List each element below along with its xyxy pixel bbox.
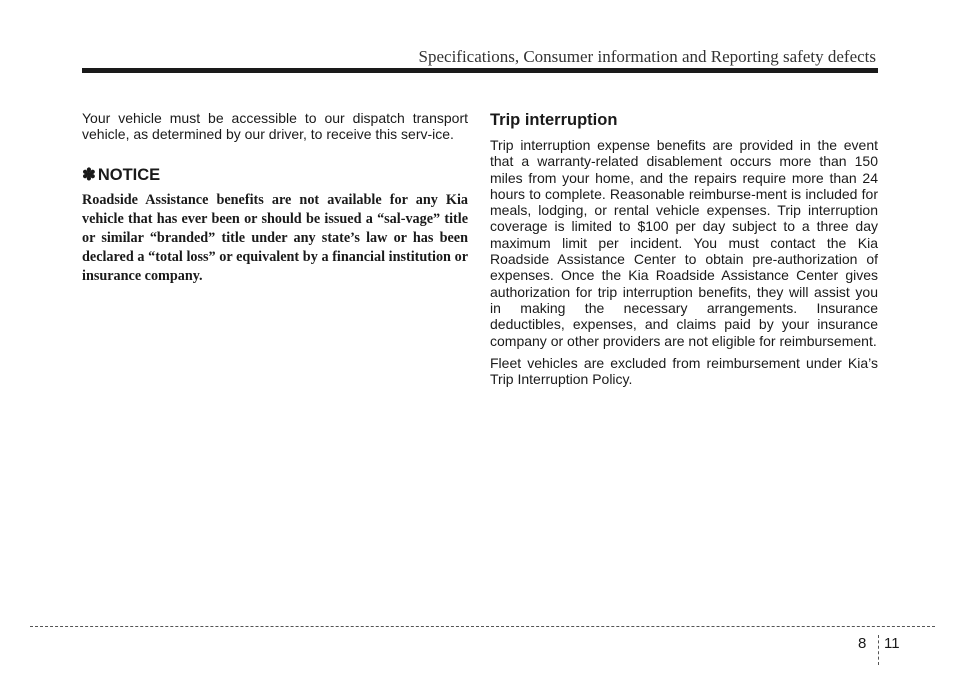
right-column xyxy=(490,110,878,387)
page-header-title: Specifications, Consumer information and Reporting safety defects xyxy=(418,47,876,66)
header-rule xyxy=(82,68,878,73)
notice-heading xyxy=(82,165,468,185)
page-number: 11 xyxy=(884,635,900,652)
section-heading: Trip interruption xyxy=(490,111,618,129)
notice-heading-label: NOTICE xyxy=(97,165,161,184)
page-section-number: 8 xyxy=(858,635,867,652)
accessibility-paragraph: Your vehicle must be accessible to our dispatch transport vehicle, as determined by our driver, to receive this serv-ice. xyxy=(82,110,468,143)
trip-paragraph-1: Trip interruption expense benefits are provided in the event that a warranty-related disablement occurs more than 150 miles from your home, and the repairs require more than 24 hours to complete. Reasonable reimburse-ment is included for meals, lodging, or rental vehicle expenses. Trip interruption coverage is limited to $100 per day subject to a three day maximum limit per incident. You must contact the Kia Roadside Assistance Center to obtain pre-authorization of expenses. Once the Kia Roadside Assistance Center gives authorization for trip interruption benefits, they will assist you in making the necessary arrangements. Insurance deductibles, expenses, and claims paid by your insurance company or other providers are not eligible for reimbursement. xyxy=(490,137,878,349)
left-column xyxy=(82,110,468,287)
trip-paragraph-2: Fleet vehicles are excluded from reimbursement under Kia’s Trip Interruption Policy. xyxy=(490,354,878,388)
notice-star-icon: ✽ xyxy=(82,165,96,184)
footer-divider xyxy=(878,635,879,665)
notice-body: Roadside Assistance benefits are not available for any Kia vehicle that has ever been or should be issued a “sal-vage” title or similar “branded” title under any state’s law or has been declared a “total loss” or equivalent by a financial institution or insurance company. xyxy=(82,191,468,285)
footer-rule xyxy=(30,626,935,627)
